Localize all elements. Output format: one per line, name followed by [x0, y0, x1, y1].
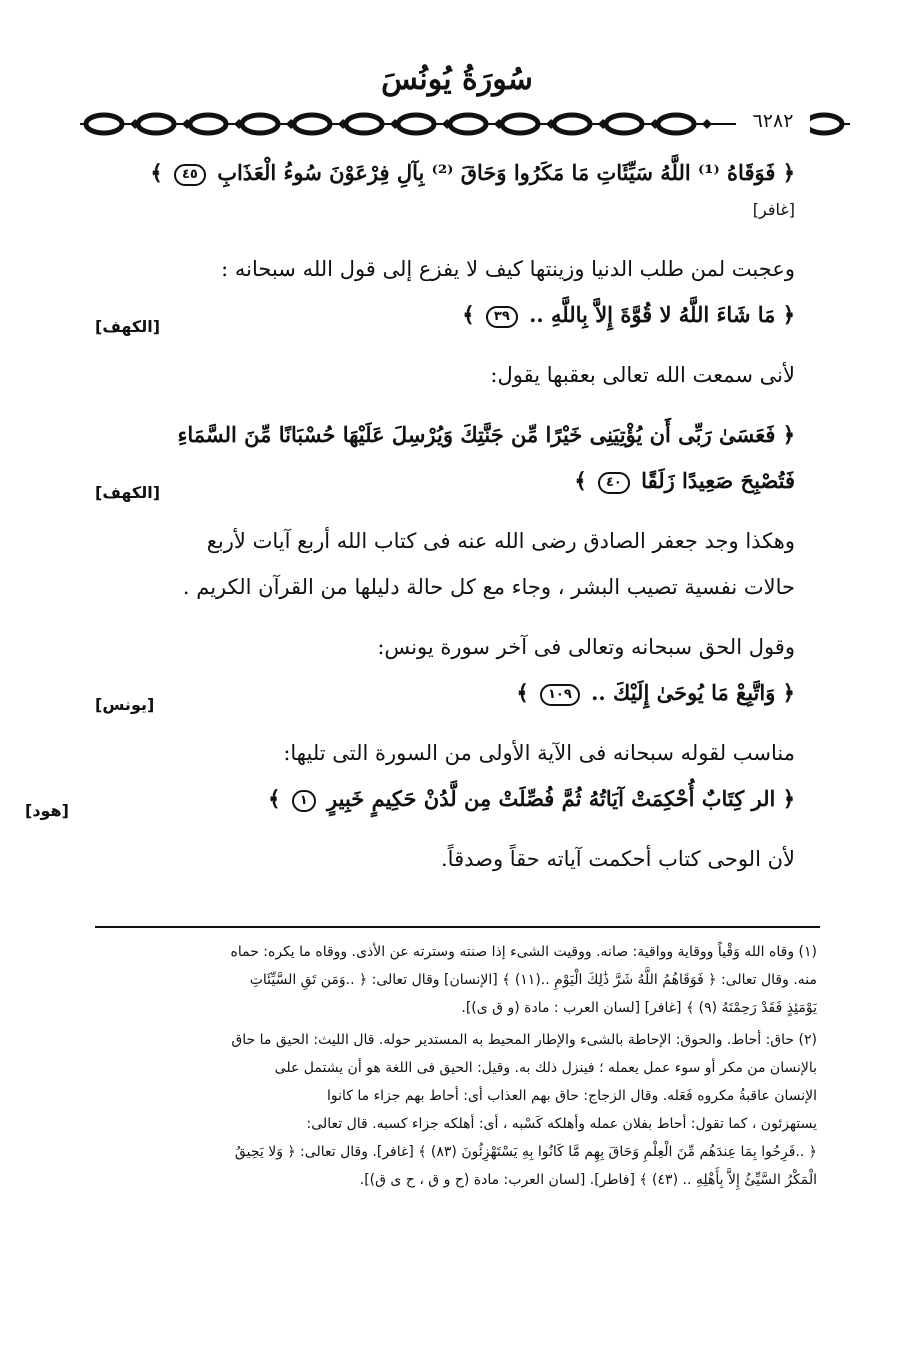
paragraph-line: مناسب لقوله سبحانه فى الآية الأولى من السورة التى تليها: [283, 741, 795, 765]
verse-line: ﴿ فَعَسَىٰ رَبِّى أَن يُؤْتِيَنِى خَيْرًا مِّن جَنَّتِكَ وَيُرْسِلَ عَلَيْهَا حُسْبَانًا مِّنَ السَّمَاءِ [177, 422, 795, 447]
footnote-line: (١) وقاه الله وَقْياً ووقاية وواقية: صانه. ووقيت الشىء إذا صنته وسترته عن الأذى. ووقاه ما يكره: حماه [230, 944, 817, 960]
paragraph-line: وقول الحق سبحانه وتعالى فى آخر سورة يونس: [377, 635, 795, 659]
ayah-number-badge: ٤٥ [174, 164, 206, 186]
paragraph-line: لأنى سمعت الله تعالى بعقبها يقول: [490, 363, 795, 387]
verse-source: [الكهف] [95, 483, 161, 502]
verse-line [95, 150, 795, 196]
footnotes [95, 938, 817, 1198]
footnote-line: يَوْمَئِذٍ فَقَدْ رَحِمْتَهُ (٩) ﴾ [غافر] [لسان العرب : مادة (و ق ى)]. [461, 1000, 817, 1016]
footnote-line: الإنسان عاقبةُ مكروه فَعَله. وقال الزجاج: حاق بهم العذاب أى: أحاط بهم جزاء ما كانوا [326, 1088, 817, 1104]
ayah-number-badge: ١ [292, 790, 316, 812]
verse-text: ﴿ فَوَقَاهُ ⁽¹⁾ اللَّهُ سَيِّئَاتِ مَا مَكَرُوا وَحَاقَ ⁽²⁾ بِآلِ فِرْعَوْنَ سُوءُ الْعَذَابِ [217, 160, 795, 185]
verse-text: ﴿ وَاتَّبِعْ مَا يُوحَىٰ إِلَيْكَ .. [591, 680, 795, 705]
footnote-1 [95, 938, 817, 1022]
verse-close-bracket: ﴾ [150, 160, 163, 185]
verse-line [95, 458, 795, 504]
ayah-number-badge: ٣٩ [486, 306, 518, 328]
ayah-number-badge: ١٠٩ [540, 684, 580, 706]
verse-line [95, 670, 795, 716]
footnote-line: يستهزئون ، كما تقول: أحاط بفلان عمله وأهلكه كَسْبه ، أى: أهلكه جزاء كسبه. قال تعالى: [306, 1116, 817, 1132]
verse-source: [يونس] [95, 695, 155, 714]
verse-line [95, 292, 795, 338]
surah-title: سُورَةُ يُونُسَ [381, 62, 533, 97]
verse-close-bracket: ﴾ [516, 680, 529, 705]
verse-source: [غافر] [752, 200, 795, 219]
paragraph-line: حالات نفسية تصيب البشر ، وجاء مع كل حالة دليلها من القرآن الكريم . [182, 575, 795, 599]
verse-text: ﴿ مَا شَاءَ اللَّهُ لا قُوَّةَ إِلاَّ بِاللَّهِ .. [529, 302, 795, 327]
footnote-line: (٢) حاق: أحاط. والحوق: الإحاطة بالشىء والإطار المحيط به المستدير حوله. قال الليث: الحيق ما حاق [231, 1032, 817, 1048]
paragraph-line: وعجبت لمن طلب الدنيا وزينتها كيف لا يفزع إلى قول الله سبحانه : [221, 257, 795, 281]
verse-source: [هود] [25, 801, 69, 820]
footnote-line: الْمَكْرُ السَّيِّئُ إِلاَّ بِأَهْلِهِ .. (٤٣) ﴾ [فاطر]. [لسان العرب: مادة (ح و ق ، ح ى ق)]. [359, 1172, 817, 1188]
footnote-line: بالإنسان من مكر أو سوء عمل يعمله ؛ فينزل ذلك به. وقيل: الحيق فى اللغة هو أن يشتمل على [274, 1060, 817, 1076]
verse-close-bracket: ﴾ [462, 302, 475, 327]
main-text [25, 150, 795, 882]
verse-close-bracket: ﴾ [574, 468, 587, 493]
footnote-2 [95, 1026, 817, 1194]
verse-close-bracket: ﴾ [268, 786, 281, 811]
ornamental-header-rule [80, 106, 850, 142]
footnote-separator [95, 926, 820, 928]
verse-source: [الكهف] [95, 317, 161, 336]
paragraph-line: وهكذا وجد جعفر الصادق رضى الله عنه فى كتاب الله أربع آيات لأربع [206, 529, 795, 553]
verse-text: ﴿ الر كِتَابٌ أُحْكِمَتْ آيَاتُهُ ثُمَّ فُصِّلَتْ مِن لَّدُنْ حَكِيمٍ خَبِيرٍ [327, 786, 795, 811]
source-line [95, 196, 795, 222]
verse-line [25, 776, 795, 822]
ayah-number-badge: ٤٠ [598, 472, 630, 494]
paragraph-line: لأن الوحى كتاب أحكمت آياته حقاً وصدقاً. [441, 847, 795, 871]
verse-text: فَتُصْبِحَ صَعِيدًا زَلَقًا [641, 468, 795, 493]
footnote-line: ﴿ ..فَرِحُوا بِمَا عِندَهُم مِّنَ الْعِلْمِ وَحَاقَ بِهِم مَّا كَانُوا بِهِ يَسْتَهْزِئُونَ (٨٣) ﴾ [غافر]. وقال تعالى: ﴿ وَلا يَحِيقُ [234, 1144, 817, 1160]
page-number: ٦٢٨٢ [736, 107, 810, 135]
footnote-line: منه. وقال تعالى: ﴿ فَوَقَاهُمُ اللَّهُ شَرَّ ذَٰلِكَ الْيَوْمِ ..(١١) ﴾ [الإنسان] وقال تعالى: ﴿ ..وَمَن تَقِ السَّيِّئَاتِ [249, 972, 817, 988]
